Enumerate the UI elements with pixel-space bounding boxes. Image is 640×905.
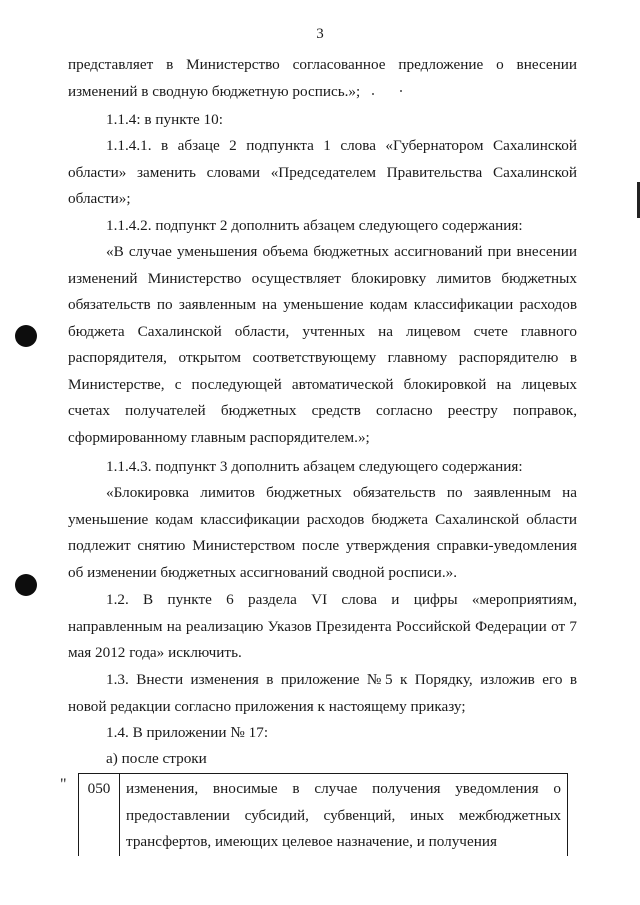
- quote-blocking-decrease: «В случае уменьшения объема бюджетных ассигнований при внесении изменений Министерство осуществляет блокировку лимитов бюджетных обязательств по заявленным на уменьшение кодам классификации расходов бюджета Сахалинской области, учтенных на лицевом счете главного распорядителя, открытом соответствующему главному распорядителю в Министерстве, с последующей автоматической блокировкой на лицевых счетах получателей бюджетных средств согласно реестру поправок, сформированному главным распорядителем.»;: [68, 243, 577, 446]
- punch-hole-upper: [15, 325, 37, 347]
- paragraph-continuation: представляет в Министерство согласованное предложение о внесении изменений в сводную бюджетную роспись.»;: [68, 56, 577, 100]
- paragraph-1-2: 1.2. В пункте 6 раздела VI слова и цифры «мероприятиям, направленным на реализацию Указов Президента Российской Федерации от 7 мая 2012 года» исключить.: [68, 591, 577, 661]
- paragraph-1-1-4-3: 1.1.4.3. подпункт 3 дополнить абзацем следующего содержания:: [106, 458, 523, 475]
- table-row: [79, 774, 568, 856]
- paragraph-a: а) после строки: [106, 750, 207, 767]
- quote-blocking-removal: «Блокировка лимитов бюджетных обязательств по заявленным на уменьшение кодам классификации расходов бюджета Сахалинской области подлежит снятию Министерством после утверждения справки-уведомления об изменении бюджетных ассигнований сводной росписи.».: [68, 484, 577, 581]
- punch-hole-lower: [15, 574, 37, 596]
- table-open-quote: ": [60, 776, 67, 793]
- table-code-cell: 050: [79, 774, 120, 856]
- paragraph-1-3: 1.3. Внести изменения в приложение №5 к Порядку, изложив его в новой редакции согласно приложения к настоящему приказу;: [68, 671, 577, 715]
- paragraph-1-1-4-2: 1.1.4.2. подпункт 2 дополнить абзацем следующего содержания:: [106, 217, 523, 234]
- paragraph-1-1-4: 1.1.4: в пункте 10:: [106, 111, 223, 128]
- appendix-table: [78, 773, 568, 856]
- table-description-cell: изменения, вносимые в случае получения уведомления о предоставлении субсидий, субвенций, иных межбюджетных трансфертов, имеющих целевое назначение, и получения: [120, 774, 568, 856]
- paragraph-1-1-4-1: 1.1.4.1. в абзаце 2 подпункта 1 слова «Губернатором Сахалинской области» заменить словами «Председателем Правительства Сахалинской области»;: [68, 137, 577, 207]
- page-number: 3: [316, 26, 324, 42]
- paragraph-1-4: 1.4. В приложении № 17:: [106, 724, 269, 741]
